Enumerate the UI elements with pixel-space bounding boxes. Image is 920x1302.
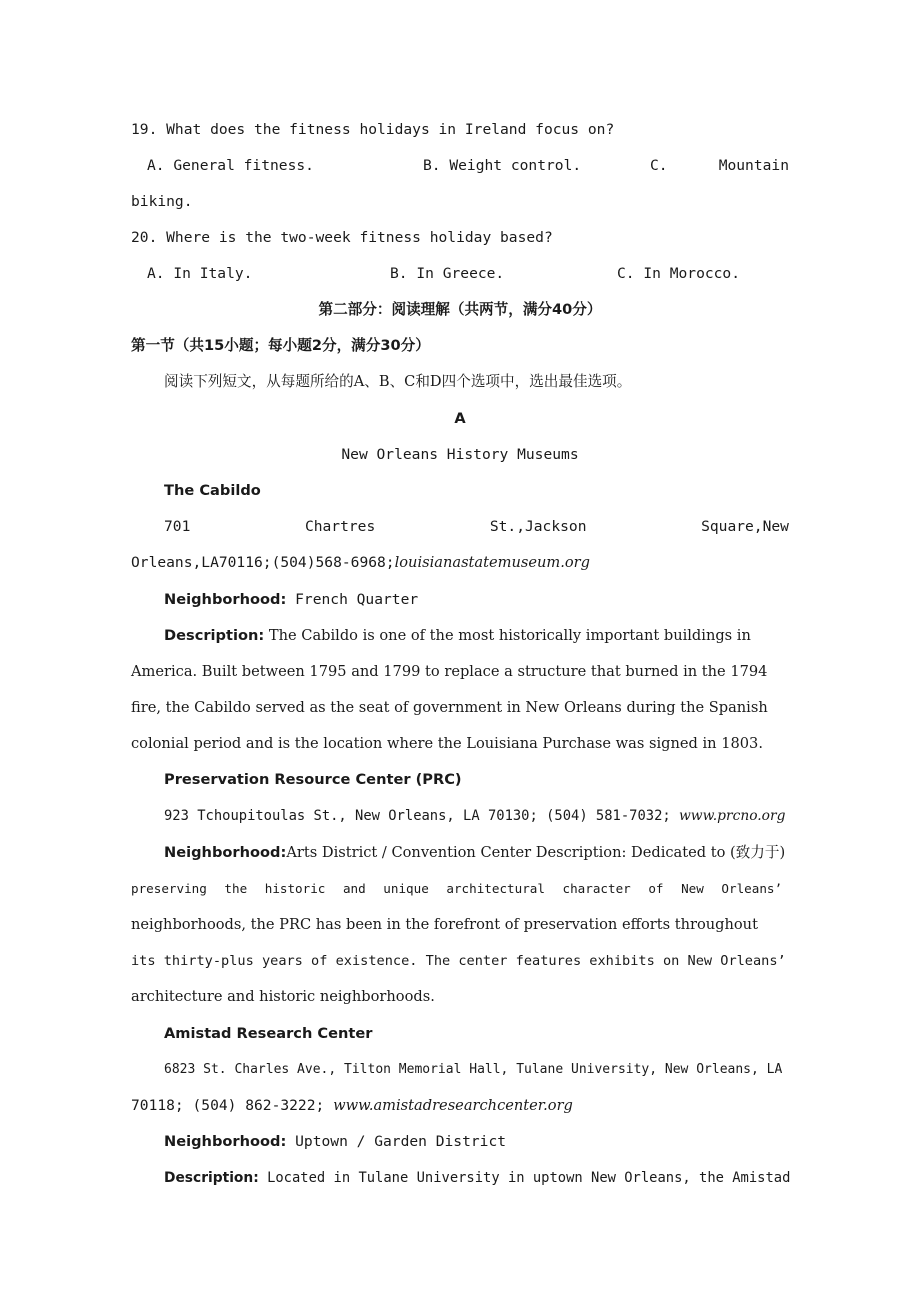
q19-option-b: B. Weight control.	[423, 157, 582, 174]
prc-neighborhood-value: Arts District / Convention Center Description: Dedicated to (致力于)	[286, 844, 786, 861]
q20-question: 20. Where is the two-week fitness holiday based?	[131, 229, 553, 246]
q19-option-c-letter: C.	[650, 157, 668, 174]
amistad-neighborhood-label: Neighborhood:	[164, 1133, 287, 1150]
cabildo-addr-street: Chartres	[304, 518, 376, 535]
prc-address	[164, 806, 789, 826]
amistad-name: Amistad Research Center	[164, 1025, 373, 1042]
amistad-desc-text-1: Located in Tulane University in uptown New Orleans, the Amistad	[258, 1170, 791, 1186]
amistad-neighborhood-value: Uptown / Garden District	[286, 1133, 507, 1150]
q20-option-b: B. In Greece.	[390, 265, 505, 282]
q19-option-c-text: Mountain	[718, 157, 789, 174]
cabildo-neighborhood-label: Neighborhood:	[164, 591, 287, 608]
cabildo-neighborhood	[164, 590, 789, 610]
part2-heading: 第二部分：阅读理解（共两节，满分40分）	[318, 301, 602, 318]
amistad-description-label: Description:	[164, 1170, 259, 1186]
amistad-address-line2	[131, 1096, 789, 1116]
q20-option-a: A. In Italy.	[147, 265, 253, 282]
cabildo-addr-number: 701	[164, 518, 191, 535]
cabildo-addr-square: Square,New	[701, 518, 789, 535]
cabildo-desc-text-3: fire, the Cabildo served as the seat of government in New Orleans during the Spanish	[131, 699, 768, 716]
prc-address-text: 923 Tchoupitoulas St., New Orleans, LA 70130; (504) 581-7032;	[164, 808, 679, 824]
amistad-address-text: 70118; (504) 862-3222;	[131, 1097, 334, 1114]
cabildo-website-link[interactable]: louisianastatemuseum.org	[394, 554, 590, 571]
prc-name: Preservation Resource Center (PRC)	[164, 771, 462, 788]
amistad-description-line1	[164, 1168, 789, 1188]
section1-heading: 第一节（共15小题；每小题2分，满分30分）	[131, 337, 430, 354]
passage-title: New Orleans History Museums	[341, 446, 579, 463]
cabildo-name: The Cabildo	[164, 482, 261, 499]
prc-website-link[interactable]: www.prcno.org	[679, 808, 786, 824]
prc-desc-text-2: neighborhoods, the PRC has been in the forefront of preservation efforts throughout	[131, 916, 758, 933]
cabildo-description-line1	[164, 626, 789, 646]
cabildo-address-line1	[164, 517, 789, 537]
instruction-text: 阅读下列短文，从每题所给的A、B、C和D四个选项中，选出最佳选项。	[164, 373, 632, 390]
cabildo-desc-text-4: colonial period and is the location where the Louisiana Purchase was signed in 1803.	[131, 735, 763, 752]
prc-desc-text-3: its thirty-plus years of existence. The center features exhibits on New Orleans’	[131, 953, 786, 969]
q20-option-c: C. In Morocco.	[617, 265, 741, 282]
q19-question: 19. What does the fitness holidays in Ireland focus on?	[131, 121, 615, 138]
cabildo-desc-text-1: The Cabildo is one of the most historically important buildings in	[264, 627, 751, 644]
passage-letter: A	[454, 410, 466, 427]
cabildo-addr-street2: St.,Jackson	[489, 518, 587, 535]
cabildo-desc-text-2: America. Built between 1795 and 1799 to replace a structure that burned in the 1794	[131, 663, 768, 680]
prc-neighborhood	[164, 843, 789, 863]
amistad-address-line1: 6823 St. Charles Ave., Tilton Memorial Hall, Tulane University, New Orleans, LA	[164, 1062, 783, 1077]
amistad-neighborhood	[164, 1132, 789, 1152]
prc-desc-text-1: preserving the historic and unique architectural character of New Orleans’	[131, 881, 783, 896]
cabildo-address-line2	[131, 553, 789, 573]
prc-desc-text-4: architecture and historic neighborhoods.	[131, 988, 435, 1005]
cabildo-neighborhood-value: French Quarter	[286, 591, 419, 608]
cabildo-addr-city: Orleans,LA70116;(504)568-6968;	[131, 554, 395, 571]
cabildo-description-label: Description:	[164, 627, 265, 644]
q19-option-c-continued: biking.	[131, 193, 193, 210]
amistad-website-link[interactable]: www.amistadresearchcenter.org	[333, 1097, 573, 1114]
prc-neighborhood-label: Neighborhood:	[164, 844, 287, 861]
q19-option-a: A. General fitness.	[147, 157, 314, 174]
